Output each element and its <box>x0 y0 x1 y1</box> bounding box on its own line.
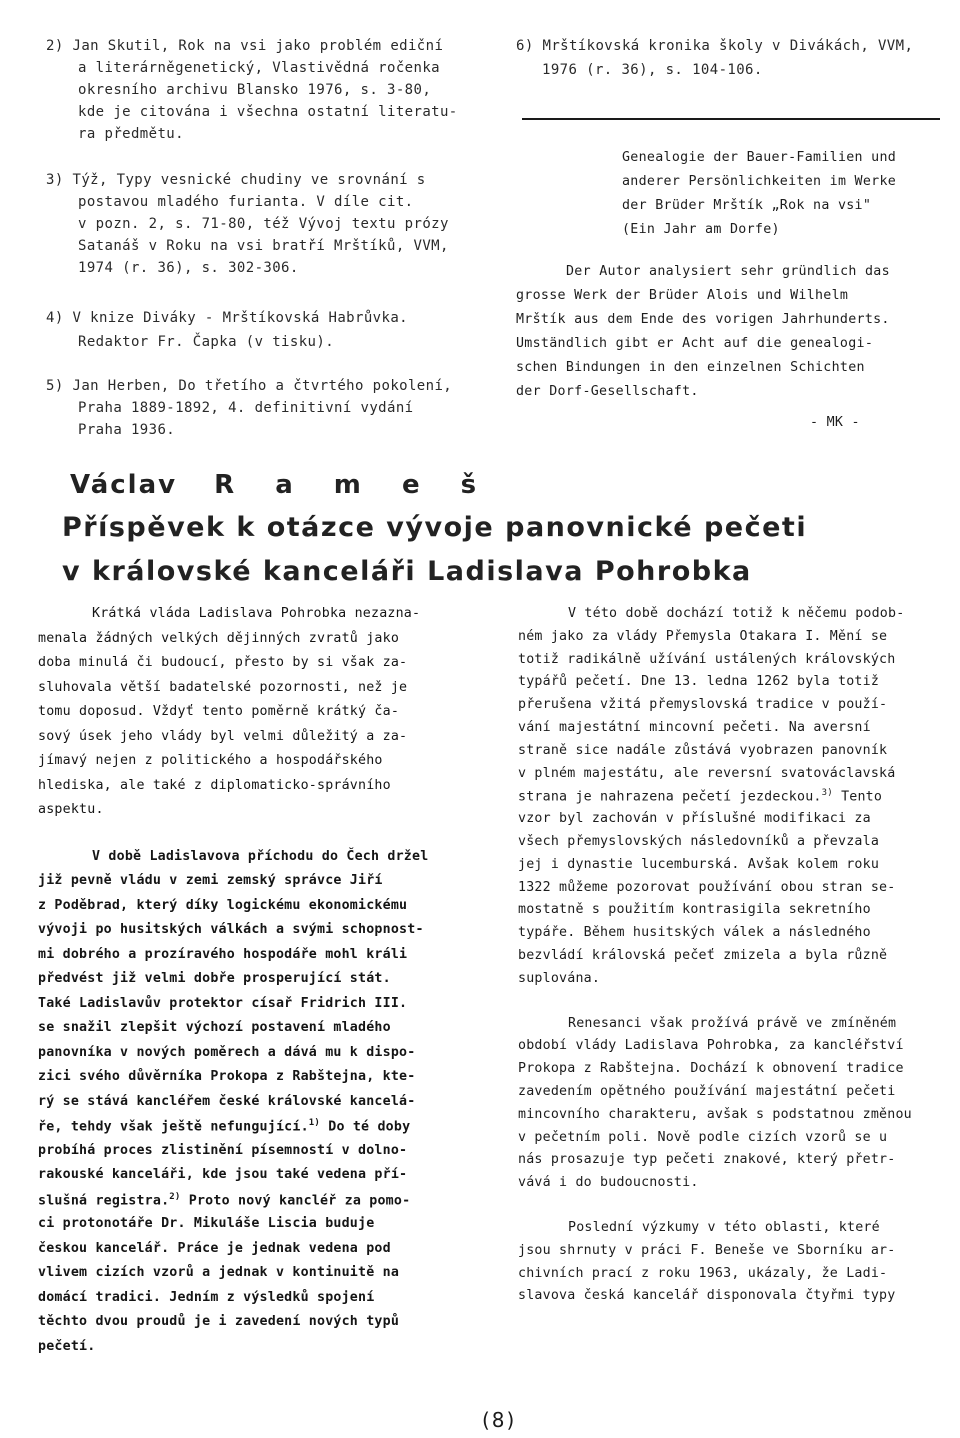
paragraph-line: vává i do budoucnosti. <box>518 1175 699 1191</box>
paragraph-line: tomu doposud. Vždyť tento poměrně krátký ča- <box>38 704 400 719</box>
divider-rule <box>522 118 940 120</box>
paragraph-line: přerušena vžitá přemyslovská tradice v použí- <box>518 697 888 713</box>
paragraph-line: v pečetním poli. Nově podle cizích vzorů se u <box>518 1129 888 1145</box>
footnote-line: Redaktor Fr. Čapka (v tisku). <box>78 334 335 350</box>
footnote-line: postavou mladého furianta. V díle cit. <box>78 194 414 210</box>
paragraph-line: ci protonotáře Dr. Mikuláše Liscia buduje <box>38 1216 375 1231</box>
footnote-line: 5) Jan Herben, Do třetího a čtvrtého pokolení, <box>46 378 453 394</box>
paragraph-line: totiž radikálně užívání ustálených královských <box>518 651 896 667</box>
footnote-line: okresního archivu Blansko 1976, s. 3-80, <box>78 82 432 98</box>
paragraph-line: V této době dochází totiž k něčemu podob- <box>568 606 905 621</box>
german-body-line: Der Autor analysiert sehr gründlich das <box>566 264 890 279</box>
paragraph-line: probíhá proces zlistinění písemností v dolno- <box>38 1142 408 1158</box>
paragraph-line: doba minulá či budoucí, přesto by si však za- <box>38 655 408 670</box>
german-body-line: Mrštík aus dem Ende des vorigen Jahrhunderts. <box>516 312 890 327</box>
article-title-line2: v královské kanceláři Ladislava Pohrobka <box>62 556 752 587</box>
footnote-line: 4) V knize Diváky - Mrštíkovská Habrůvka. <box>46 310 408 326</box>
page-number: (8) <box>482 1408 517 1432</box>
paragraph-line: suplována. <box>518 970 601 986</box>
paragraph-line: sluhovala větší badatelské pozornosti, než je <box>38 679 408 695</box>
paragraph-line: předvést již velmi dobře prosperující stát. <box>38 971 391 986</box>
paragraph-line: všech přemyslovských následovníků a převzala <box>518 834 880 849</box>
paragraph-line: vlivem cizích vzorů a jednak v kontinuitě na <box>38 1265 400 1280</box>
paragraph-line: českou kancelář. Práce je jednak vedena pod <box>38 1240 391 1256</box>
footnote-line: 1976 (r. 36), s. 104-106. <box>542 62 763 78</box>
paragraph-line: aspektu. <box>38 802 104 817</box>
footnote-line: v pozn. 2, s. 71-80, též Vývoj textu prózy <box>78 216 449 232</box>
paragraph-line: zavedením opětného používání majestátní pečeti <box>518 1084 896 1099</box>
paragraph-line: ře, tehdy však ještě nefungující.$^{1)}$ Do té doby <box>38 1118 411 1135</box>
paragraph-line: V době Ladislavova příchodu do Čech držel <box>92 848 429 864</box>
paragraph-line: již pevně vládu v zemi zemský správce Jiří <box>38 873 383 888</box>
paragraph-line: Krátká vláda Ladislava Pohrobka nezazna- <box>92 606 421 621</box>
paragraph-line: 1322 můžeme pozorovat používání obou stran se- <box>518 879 896 895</box>
footnote-ref: 1) <box>308 1118 321 1128</box>
german-body-line: der Dorf-Gesellschaft. <box>516 384 699 399</box>
paragraph-line: pečetí. <box>38 1338 96 1354</box>
german-body-line: Umständlich gibt er Acht auf die genealogi- <box>516 336 874 351</box>
footnote-line: 3) Týž, Typy vesnické chudiny ve srovnání s <box>46 172 426 188</box>
paragraph-line: typářů pečetí. Dne 13. ledna 1262 byla totiž <box>518 674 880 690</box>
paragraph-line: těchto dvou proudů je i zavedení nových typů <box>38 1314 400 1329</box>
article-author <box>70 470 492 500</box>
author-last-name: R a m e š <box>214 470 493 500</box>
paragraph-line: jsou shrnuty v práci F. Beneše ve Sborníku ar- <box>518 1242 896 1258</box>
paragraph-line: rý se stává kancléřem české královské kancelá- <box>38 1093 416 1109</box>
paragraph-line: mi dobrého a prozíravého hospodáře mohl králi <box>38 946 408 962</box>
footnote-line: ra předmětu. <box>78 126 184 142</box>
paragraph-line: vání majestátní mincovní pečeti. Na aversní <box>518 720 871 735</box>
paragraph-line: z Poděbrad, který díky logickému ekonomickému <box>38 897 408 913</box>
paragraph-line: hlediska, ale také z diplomaticko-správního <box>38 777 391 793</box>
paragraph-line: Renesanci však prožívá právě ve zmíněném <box>568 1015 897 1031</box>
author-first-name: Václav <box>70 470 178 500</box>
footnote-line: Praha 1889-1892, 4. definitivní vydání <box>78 400 414 416</box>
paragraph-line: menala žádných velkých dějinných zvratů jako <box>38 630 400 646</box>
german-title-line: der Brüder Mrštík „Rok na vsi" <box>622 198 872 213</box>
german-body-line: grosse Werk der Brüder Alois und Wilhelm <box>516 288 849 303</box>
paragraph-line: slavova česká kancelář disponovala čtyřmi typy <box>518 1288 896 1304</box>
paragraph-line: bezvládí královská pečeť zmizela a byla různě <box>518 948 888 963</box>
paragraph-line: Také Ladislavův protektor císař Fridrich III. <box>38 995 408 1011</box>
summary-signature: - MK - <box>810 415 860 430</box>
paragraph-line: sový úsek jeho vlády byl velmi důležitý a za- <box>38 728 408 744</box>
paragraph-line: se snažil zlepšit výchozí postavení mladého <box>38 1020 391 1035</box>
footnote-line: Satanáš v Roku na vsi bratří Mrštíků, VVM, <box>78 238 449 254</box>
footnote-ref: 3) <box>821 788 833 799</box>
article-title-line1: Příspěvek k otázce vývoje panovnické pečeti <box>62 512 808 543</box>
paragraph-line: v plném majestátu, ale reversní svatováclavská <box>518 765 896 781</box>
paragraph-line: mostatně s použitím kontrasigila sekretního <box>518 902 871 918</box>
paragraph-line: jej i dynastie lucemburská. Avšak kolem roku <box>518 856 880 872</box>
paragraph-line: jímavý nejen z politického a hospodářského <box>38 753 383 768</box>
paragraph-line: Poslední výzkumy v této oblasti, které <box>568 1220 880 1235</box>
paragraph-line: období vlády Ladislava Pohrobka, za kancléřství <box>518 1038 904 1054</box>
footnote-line: 1974 (r. 36), s. 302-306. <box>78 260 299 276</box>
footnote-line: kde je citována i všechna ostatní literatu- <box>78 104 458 120</box>
german-title-line: Genealogie der Bauer-Familien und <box>622 150 897 165</box>
paragraph-line: vzor byl zachován v příslušné modifikaci za <box>518 811 871 827</box>
german-body-line: schen Bindungen in den einzelnen Schichten <box>516 360 865 375</box>
paragraph-line: zici svého důvěrníka Prokopa z Rabštejna, kte- <box>38 1069 416 1084</box>
paragraph-line: typáře. Během husitských válek a následného <box>518 925 871 941</box>
footnote-line: 6) Mrštíkovská kronika školy v Divákách, VVM, <box>516 38 914 54</box>
german-title-line: anderer Persönlichkeiten im Werke <box>622 174 897 189</box>
paragraph-line: straně sice nadále zůstává vyobrazen panovník <box>518 742 888 758</box>
paragraph-line: strana je nahrazena pečetí jezdeckou.$^{3)}$ Tento <box>518 788 883 805</box>
paragraph-line: nás prosazuje typ pečeti znakové, který přetr- <box>518 1152 896 1168</box>
paragraph-line: rakouské kanceláři, kde jsou také vedena pří- <box>38 1167 408 1182</box>
footnote-ref: 2) <box>169 1191 181 1202</box>
paragraph-line: Prokopa z Rabštejna. Dochází k obnovení tradice <box>518 1061 904 1077</box>
paragraph-line: mincovního charakteru, avšak s podstatnou změnou <box>518 1106 912 1122</box>
paragraph-line: domácí tradici. Jedním z výsledků spojení <box>38 1289 375 1305</box>
footnote-line: a literárněgenetický, Vlastivědná ročenka <box>78 60 440 76</box>
footnote-line: Praha 1936. <box>78 422 176 438</box>
footnote-line: 2) Jan Skutil, Rok na vsi jako problém ediční <box>46 38 444 54</box>
paragraph-line: vývoji po husitských válkách a svými schopnost- <box>38 922 424 937</box>
german-title-line: (Ein Jahr am Dorfe) <box>622 222 780 237</box>
paragraph-line: panovníka v nových poměrech a dává mu k dispo- <box>38 1044 416 1060</box>
paragraph-line: slušná registra.$^{2)}$ Proto nový kancléř za pomo- <box>38 1191 411 1208</box>
paragraph-line: chivních prací z roku 1963, ukázaly, že Ladi- <box>518 1265 888 1281</box>
paragraph-line: ném jako za vlády Přemysla Otakara I. Mění se <box>518 628 888 644</box>
